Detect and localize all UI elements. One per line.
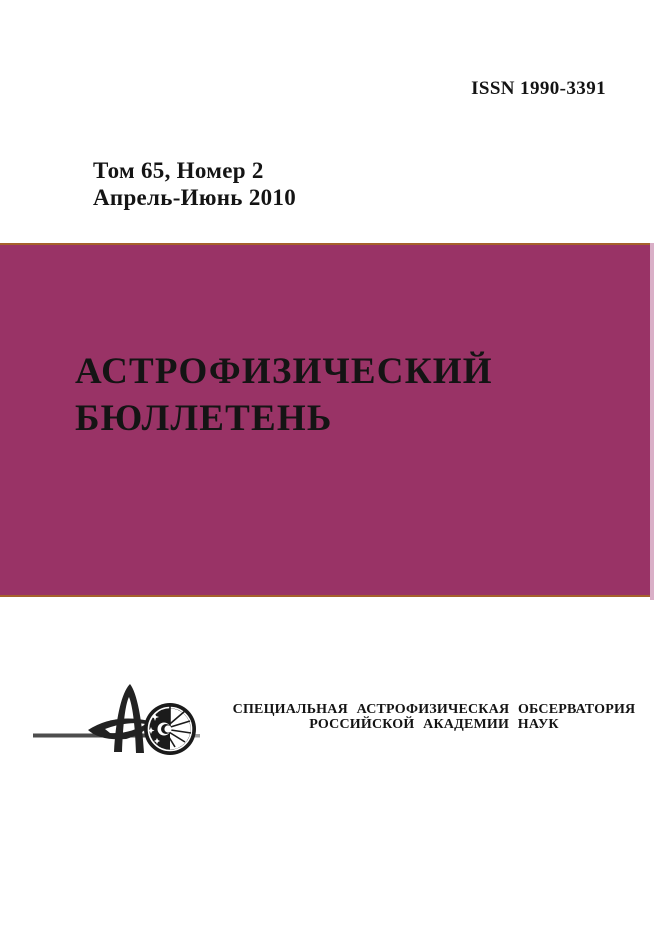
journal-title bbox=[75, 348, 493, 442]
journal-title-line2: БЮЛЛЕТЕНЬ bbox=[75, 398, 333, 439]
issue-info bbox=[93, 157, 296, 211]
logo-moon-crescent bbox=[164, 725, 171, 732]
publisher-line1: СПЕЦИАЛЬНАЯ АСТРОФИЗИЧЕСКАЯ ОБСЕРВАТОРИЯ bbox=[232, 702, 636, 717]
publisher-line2: РОССИЙСКОЙ АКАДЕМИИ НАУК bbox=[309, 717, 559, 732]
title-banner bbox=[0, 243, 650, 597]
volume-number-line: Том 65, Номер 2 bbox=[93, 158, 264, 183]
publisher-name bbox=[220, 702, 648, 732]
publisher-logo bbox=[28, 672, 208, 772]
issue-date-line: Апрель-Июнь 2010 bbox=[93, 185, 297, 210]
journal-title-line1: АСТРОФИЗИЧЕСКИЙ bbox=[75, 351, 493, 392]
sao-observatory-logo-icon bbox=[28, 672, 208, 772]
issn-label: ISSN 1990-3391 bbox=[471, 78, 606, 99]
banner-side-strip bbox=[650, 243, 654, 600]
